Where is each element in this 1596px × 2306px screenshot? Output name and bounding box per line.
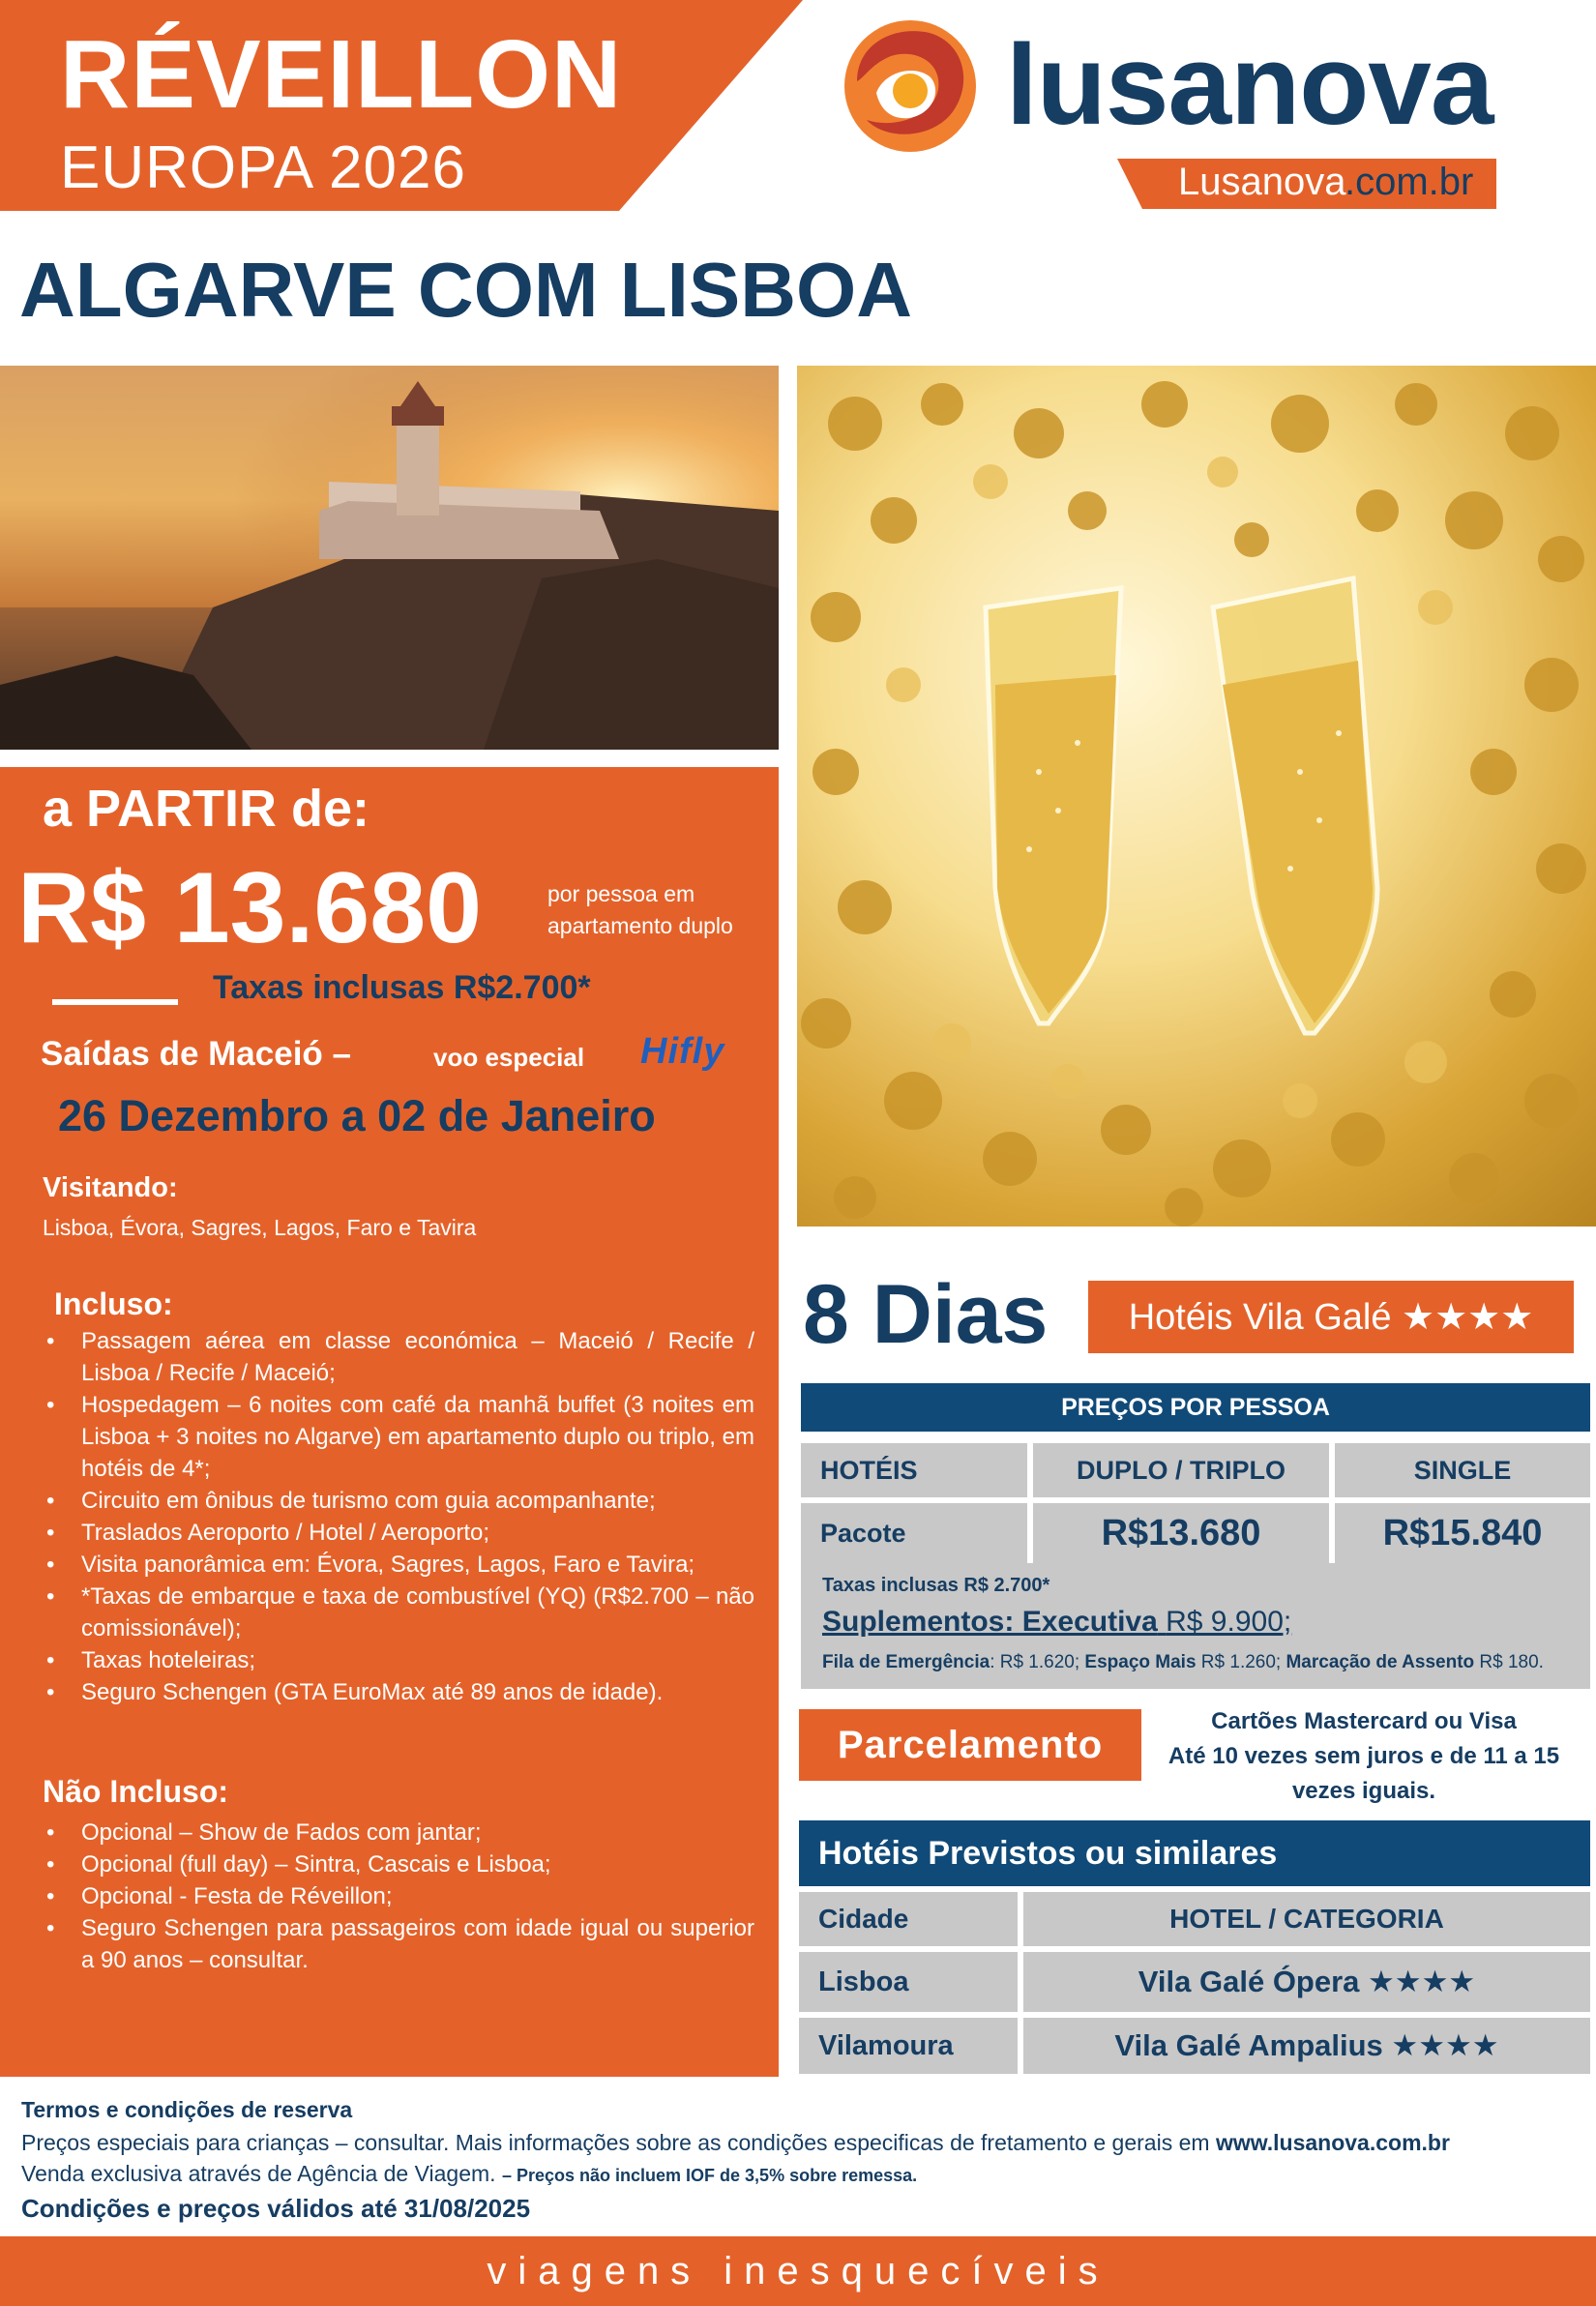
extra-value: R$ 180. bbox=[1474, 1652, 1544, 1672]
duration-days: 8 Dias bbox=[803, 1268, 1049, 1361]
installments-line2: Até 10 vezes sem juros e de 11 a 15 bbox=[1167, 1743, 1560, 1769]
price-row-label: Pacote bbox=[801, 1503, 1027, 1563]
list-item: • Opcional - Festa de Réveillon; bbox=[43, 1880, 754, 1912]
footer-slogan: viagens inesquecíveis bbox=[487, 2249, 1109, 2292]
installments-text bbox=[1151, 1704, 1577, 1809]
list-item: • Taxas hoteleiras; bbox=[43, 1644, 754, 1676]
list-item: • Circuito em ônibus de turismo com guia acompanhante; bbox=[43, 1485, 754, 1517]
list-item: • Traslados Aeroporto / Hotel / Aeroporto; bbox=[43, 1517, 754, 1549]
installments-line3: vezes iguais. bbox=[1291, 1778, 1436, 1804]
terms-iof-note: – Preços não incluem IOF de 3,5% sobre remessa. bbox=[501, 2166, 918, 2185]
brand-name: lusanova bbox=[1006, 21, 1493, 149]
list-item: • Seguro Schengen para passageiros com idade igual ou superior a 90 anos – consultar. bbox=[43, 1912, 754, 1976]
lusanova-logo-icon bbox=[838, 14, 983, 159]
list-item: • Passagem aérea em classe económica – Maceió / Recife / Lisboa / Recife / Maceió; bbox=[43, 1325, 754, 1389]
airline-logo: Hifly bbox=[640, 1031, 725, 1072]
list-item: • Seguro Schengen (GTA EuroMax até 89 anos de idade). bbox=[43, 1676, 754, 1708]
price-table-header-hotels: HOTÉIS bbox=[801, 1443, 1027, 1497]
list-item: • Opcional (full day) – Sintra, Cascais e Lisboa; bbox=[43, 1848, 754, 1880]
website-url-main[interactable]: Lusanova bbox=[1178, 161, 1346, 203]
hotels-row-hotel: Vila Galé Ampalius ★★★★ bbox=[1023, 2018, 1590, 2074]
from-label: a PARTIR de: bbox=[43, 780, 370, 838]
list-item: • Opcional – Show de Fados com jantar; bbox=[43, 1817, 754, 1848]
price-taxes-note: Taxas inclusas R$ 2.700* bbox=[822, 1575, 1050, 1596]
not-included-heading: Não Incluso: bbox=[43, 1774, 229, 1809]
price-double: R$13.680 bbox=[1033, 1503, 1329, 1563]
not-included-list bbox=[43, 1817, 754, 1976]
extra-label: Espaço Mais bbox=[1084, 1652, 1197, 1672]
starting-price: R$ 13.680 bbox=[17, 852, 482, 964]
hotels-row-city: Lisboa bbox=[799, 1952, 1018, 2012]
installments-badge: Parcelamento bbox=[799, 1709, 1141, 1781]
travel-dates: 26 Dezembro a 02 de Janeiro bbox=[58, 1091, 656, 1140]
price-note-line1: por pessoa em bbox=[547, 881, 695, 906]
supplement-label: Suplementos: Executiva bbox=[822, 1606, 1158, 1638]
lighthouse-photo bbox=[0, 366, 779, 750]
footer-band bbox=[0, 2236, 1596, 2306]
visiting-cities: Lisboa, Évora, Sagres, Lagos, Faro e Tavira bbox=[43, 1215, 477, 1240]
divider-line bbox=[52, 999, 178, 1005]
extra-label: Marcação de Assento bbox=[1286, 1652, 1475, 1672]
list-item: • Visita panorâmica em: Évora, Sagres, Lagos, Faro e Tavira; bbox=[43, 1549, 754, 1581]
price-table-header-single: SINGLE bbox=[1335, 1443, 1590, 1497]
price-table-title: PREÇOS POR PESSOA bbox=[801, 1383, 1590, 1432]
hotels-row-hotel: Vila Galé Ópera ★★★★ bbox=[1023, 1952, 1590, 2012]
included-heading: Incluso: bbox=[54, 1286, 173, 1321]
price-note bbox=[547, 878, 780, 942]
header-subtitle: EUROPA 2026 bbox=[60, 134, 466, 201]
hotels-row-city: Vilamoura bbox=[799, 2018, 1018, 2074]
terms-line2 bbox=[21, 2161, 917, 2187]
terms-line1-text: Preços especiais para crianças – consultar. Mais informações sobre as condições especificas de fretamento e gerais em bbox=[21, 2130, 1216, 2155]
extra-value: : R$ 1.620; bbox=[990, 1652, 1085, 1672]
flight-type: voo especial bbox=[433, 1043, 585, 1072]
terms-website-link[interactable]: www.lusanova.com.br bbox=[1215, 2130, 1450, 2155]
supplement-value: R$ 9.900; bbox=[1166, 1606, 1292, 1638]
departure-city: Saídas de Maceió – bbox=[41, 1035, 351, 1073]
extra-label: Fila de Emergência bbox=[822, 1652, 990, 1672]
hotels-badge: Hotéis Vila Galé ★★★★ bbox=[1088, 1281, 1574, 1353]
header-title: RÉVEILLON bbox=[60, 20, 623, 129]
terms-heading: Termos e condições de reserva bbox=[21, 2097, 353, 2122]
hotels-header-city: Cidade bbox=[799, 1892, 1018, 1946]
list-item: • *Taxas de embarque e taxa de combustível (YQ) (R$2.700 – não comissionável); bbox=[43, 1581, 754, 1644]
champagne-photo bbox=[797, 366, 1596, 1227]
terms-validity: Condições e preços válidos até 31/08/2025 bbox=[21, 2194, 531, 2223]
price-single: R$15.840 bbox=[1335, 1503, 1590, 1563]
list-item: • Hospedagem – 6 noites com café da manhã buffet (3 noites em Lisboa + 3 noites no Algarve) em apartamento duplo ou triplo, em hotéis de 4*; bbox=[43, 1389, 754, 1485]
taxes-included: Taxas inclusas R$2.700* bbox=[213, 969, 591, 1006]
visiting-heading: Visitando: bbox=[43, 1172, 178, 1203]
website-url-tld[interactable]: .com.br bbox=[1345, 161, 1474, 203]
price-table-header-double: DUPLO / TRIPLO bbox=[1033, 1443, 1329, 1497]
installments-line1: Cartões Mastercard ou Visa bbox=[1211, 1708, 1517, 1734]
hotels-header-hotel: HOTEL / CATEGORIA bbox=[1023, 1892, 1590, 1946]
extra-value: R$ 1.260; bbox=[1196, 1652, 1286, 1672]
price-note-line2: apartamento duplo bbox=[547, 913, 733, 938]
supplement-executive bbox=[822, 1606, 1291, 1639]
terms-line2-text: Venda exclusiva através de Agência de Viagem. bbox=[21, 2161, 502, 2186]
seat-extras bbox=[822, 1652, 1544, 1673]
page-title: ALGARVE COM LISBOA bbox=[19, 247, 913, 333]
hotels-table-title: Hotéis Previstos ou similares bbox=[799, 1820, 1590, 1886]
terms-line1 bbox=[21, 2130, 1450, 2156]
included-list bbox=[43, 1325, 754, 1708]
